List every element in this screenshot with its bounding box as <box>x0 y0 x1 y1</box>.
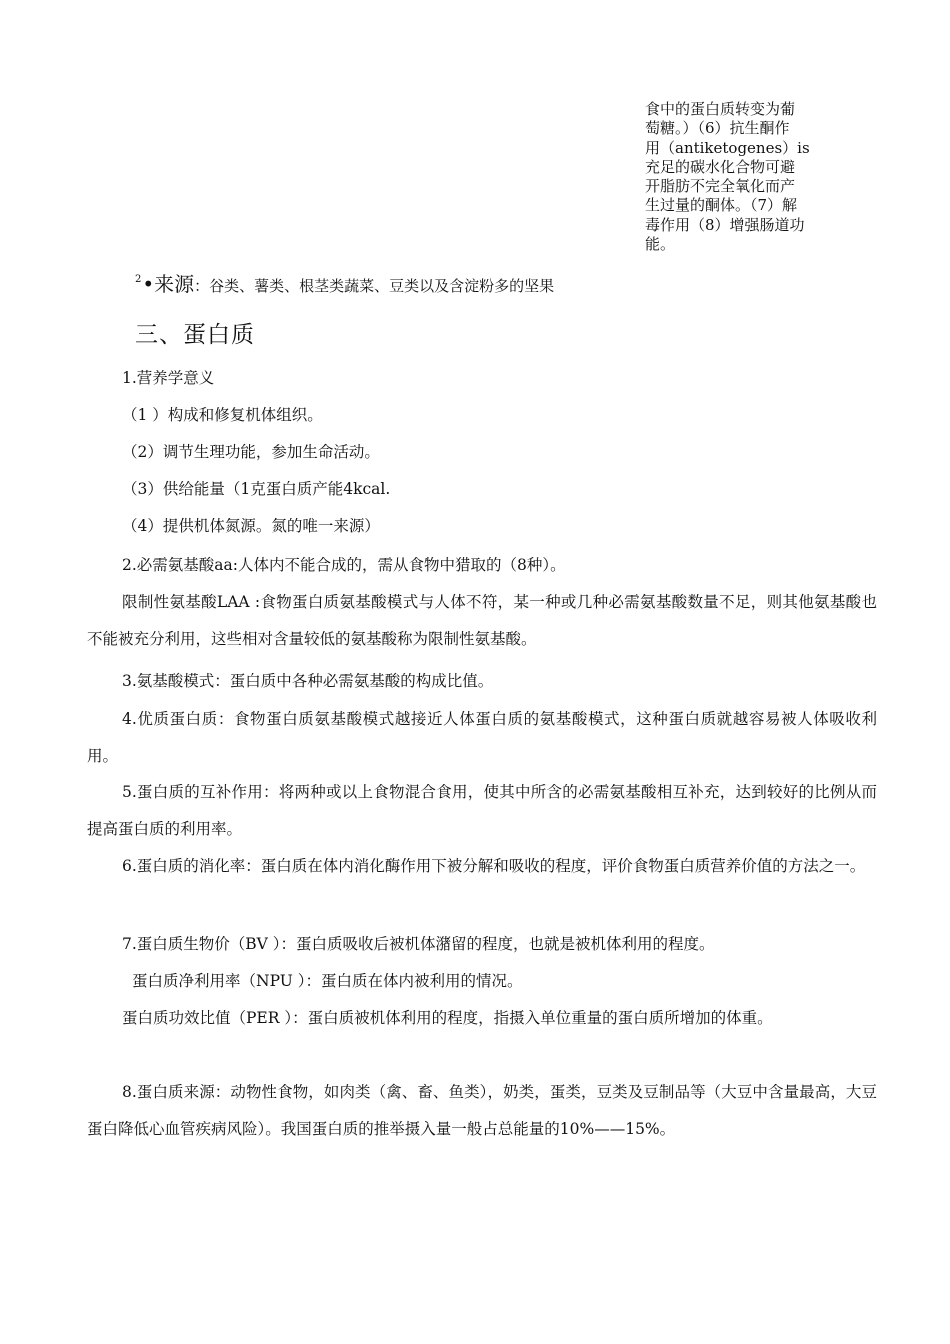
essential-amino-acid-item: 2.必需氨基酸aa:人体内不能合成的，需从食物中猎取的（8种）。 <box>122 556 566 574</box>
note-line: 能。 <box>645 235 676 254</box>
note-line: 萄糖。）（6）抗生酮作 <box>645 119 790 138</box>
paragraph-text: 限制性氨基酸LAA :食物蛋白质氨基酸模式与人体不符，某一种或几种必需氨基酸数量不足，则其他氨基酸也不能被充分利用，这些相对含量较低的氨基酸称为限制性氨基酸。 <box>87 593 877 648</box>
paragraph-text: 8.蛋白质来源：动物性食物，如肉类（禽、畜、鱼类），奶类，蛋类，豆类及豆制品等（大豆中含量最高，大豆蛋白降低心血管疾病风险）。我国蛋白质的推举摄入量一般占总能量的10%——15%。 <box>87 1083 877 1138</box>
significance-point-1: （1 ）构成和修复机体组织。 <box>122 406 323 424</box>
significance-point-4: （4）提供机体氮源。氮的唯一来源） <box>122 517 380 535</box>
paragraph-text: 4.优质蛋白质：食物蛋白质氨基酸模式越接近人体蛋白质的氨基酸模式，这种蛋白质就越容易被人体吸收利用。 <box>87 710 877 765</box>
significance-point-2: （2）调节生理功能，参加生命活动。 <box>122 443 380 461</box>
protein-digestibility-paragraph <box>87 848 877 885</box>
source-text: ：谷类、薯类、根茎类蔬菜、豆类以及含淀粉多的坚果 <box>194 277 555 295</box>
net-protein-utilization-item: 蛋白质净利用率（NPU ）：蛋白质在体内被利用的情况。 <box>132 972 523 990</box>
paragraph-text: 5.蛋白质的互补作用：将两种或以上食物混合食用，使其中所含的必需氨基酸相互补充，达到较好的比例从而提高蛋白质的利用率。 <box>87 783 877 838</box>
note-line: 毒作用（8）增强肠道功 <box>645 215 805 234</box>
note-line: 生过量的酮体。（7）解 <box>645 196 798 215</box>
section-title: 三、蛋白质 <box>135 322 255 348</box>
carbohydrate-source-line <box>135 268 554 297</box>
significance-point-3: （3）供给能量（1克蛋白质产能4kcal. <box>122 480 391 498</box>
quality-protein-paragraph <box>87 701 877 774</box>
note-line: 充足的碳水化合物可避 <box>645 157 796 176</box>
protein-complementary-paragraph <box>87 774 877 847</box>
note-line: 食中的蛋白质转变为葡 <box>645 100 796 118</box>
source-lead: •来源 <box>142 272 195 296</box>
protein-efficiency-ratio-paragraph <box>87 1000 877 1037</box>
nutrition-significance-heading: 1.营养学意义 <box>122 369 215 387</box>
note-line: 开脂肪不完全氧化而产 <box>645 177 796 196</box>
paragraph-text: 6.蛋白质的消化率：蛋白质在体内消化酶作用下被分解和吸收的程度，评价食物蛋白质营养价值的方法之一。 <box>122 857 866 875</box>
amino-acid-pattern-item: 3.氨基酸模式：蛋白质中各种必需氨基酸的构成比值。 <box>122 672 494 690</box>
carbohydrate-function-note <box>645 100 845 254</box>
note-line: 用（antiketogenes）is <box>645 138 810 157</box>
source-superscript: 2 <box>135 274 142 285</box>
paragraph-text: 蛋白质功效比值（PER ）：蛋白质被机体利用的程度，指摄入单位重量的蛋白质所增加的体重。 <box>122 1009 773 1027</box>
protein-source-paragraph <box>87 1074 877 1147</box>
limiting-amino-acid-paragraph <box>87 584 877 657</box>
biological-value-item: 7.蛋白质生物价（BV ）：蛋白质吸收后被机体潴留的程度，也就是被机体利用的程度。 <box>122 935 715 953</box>
